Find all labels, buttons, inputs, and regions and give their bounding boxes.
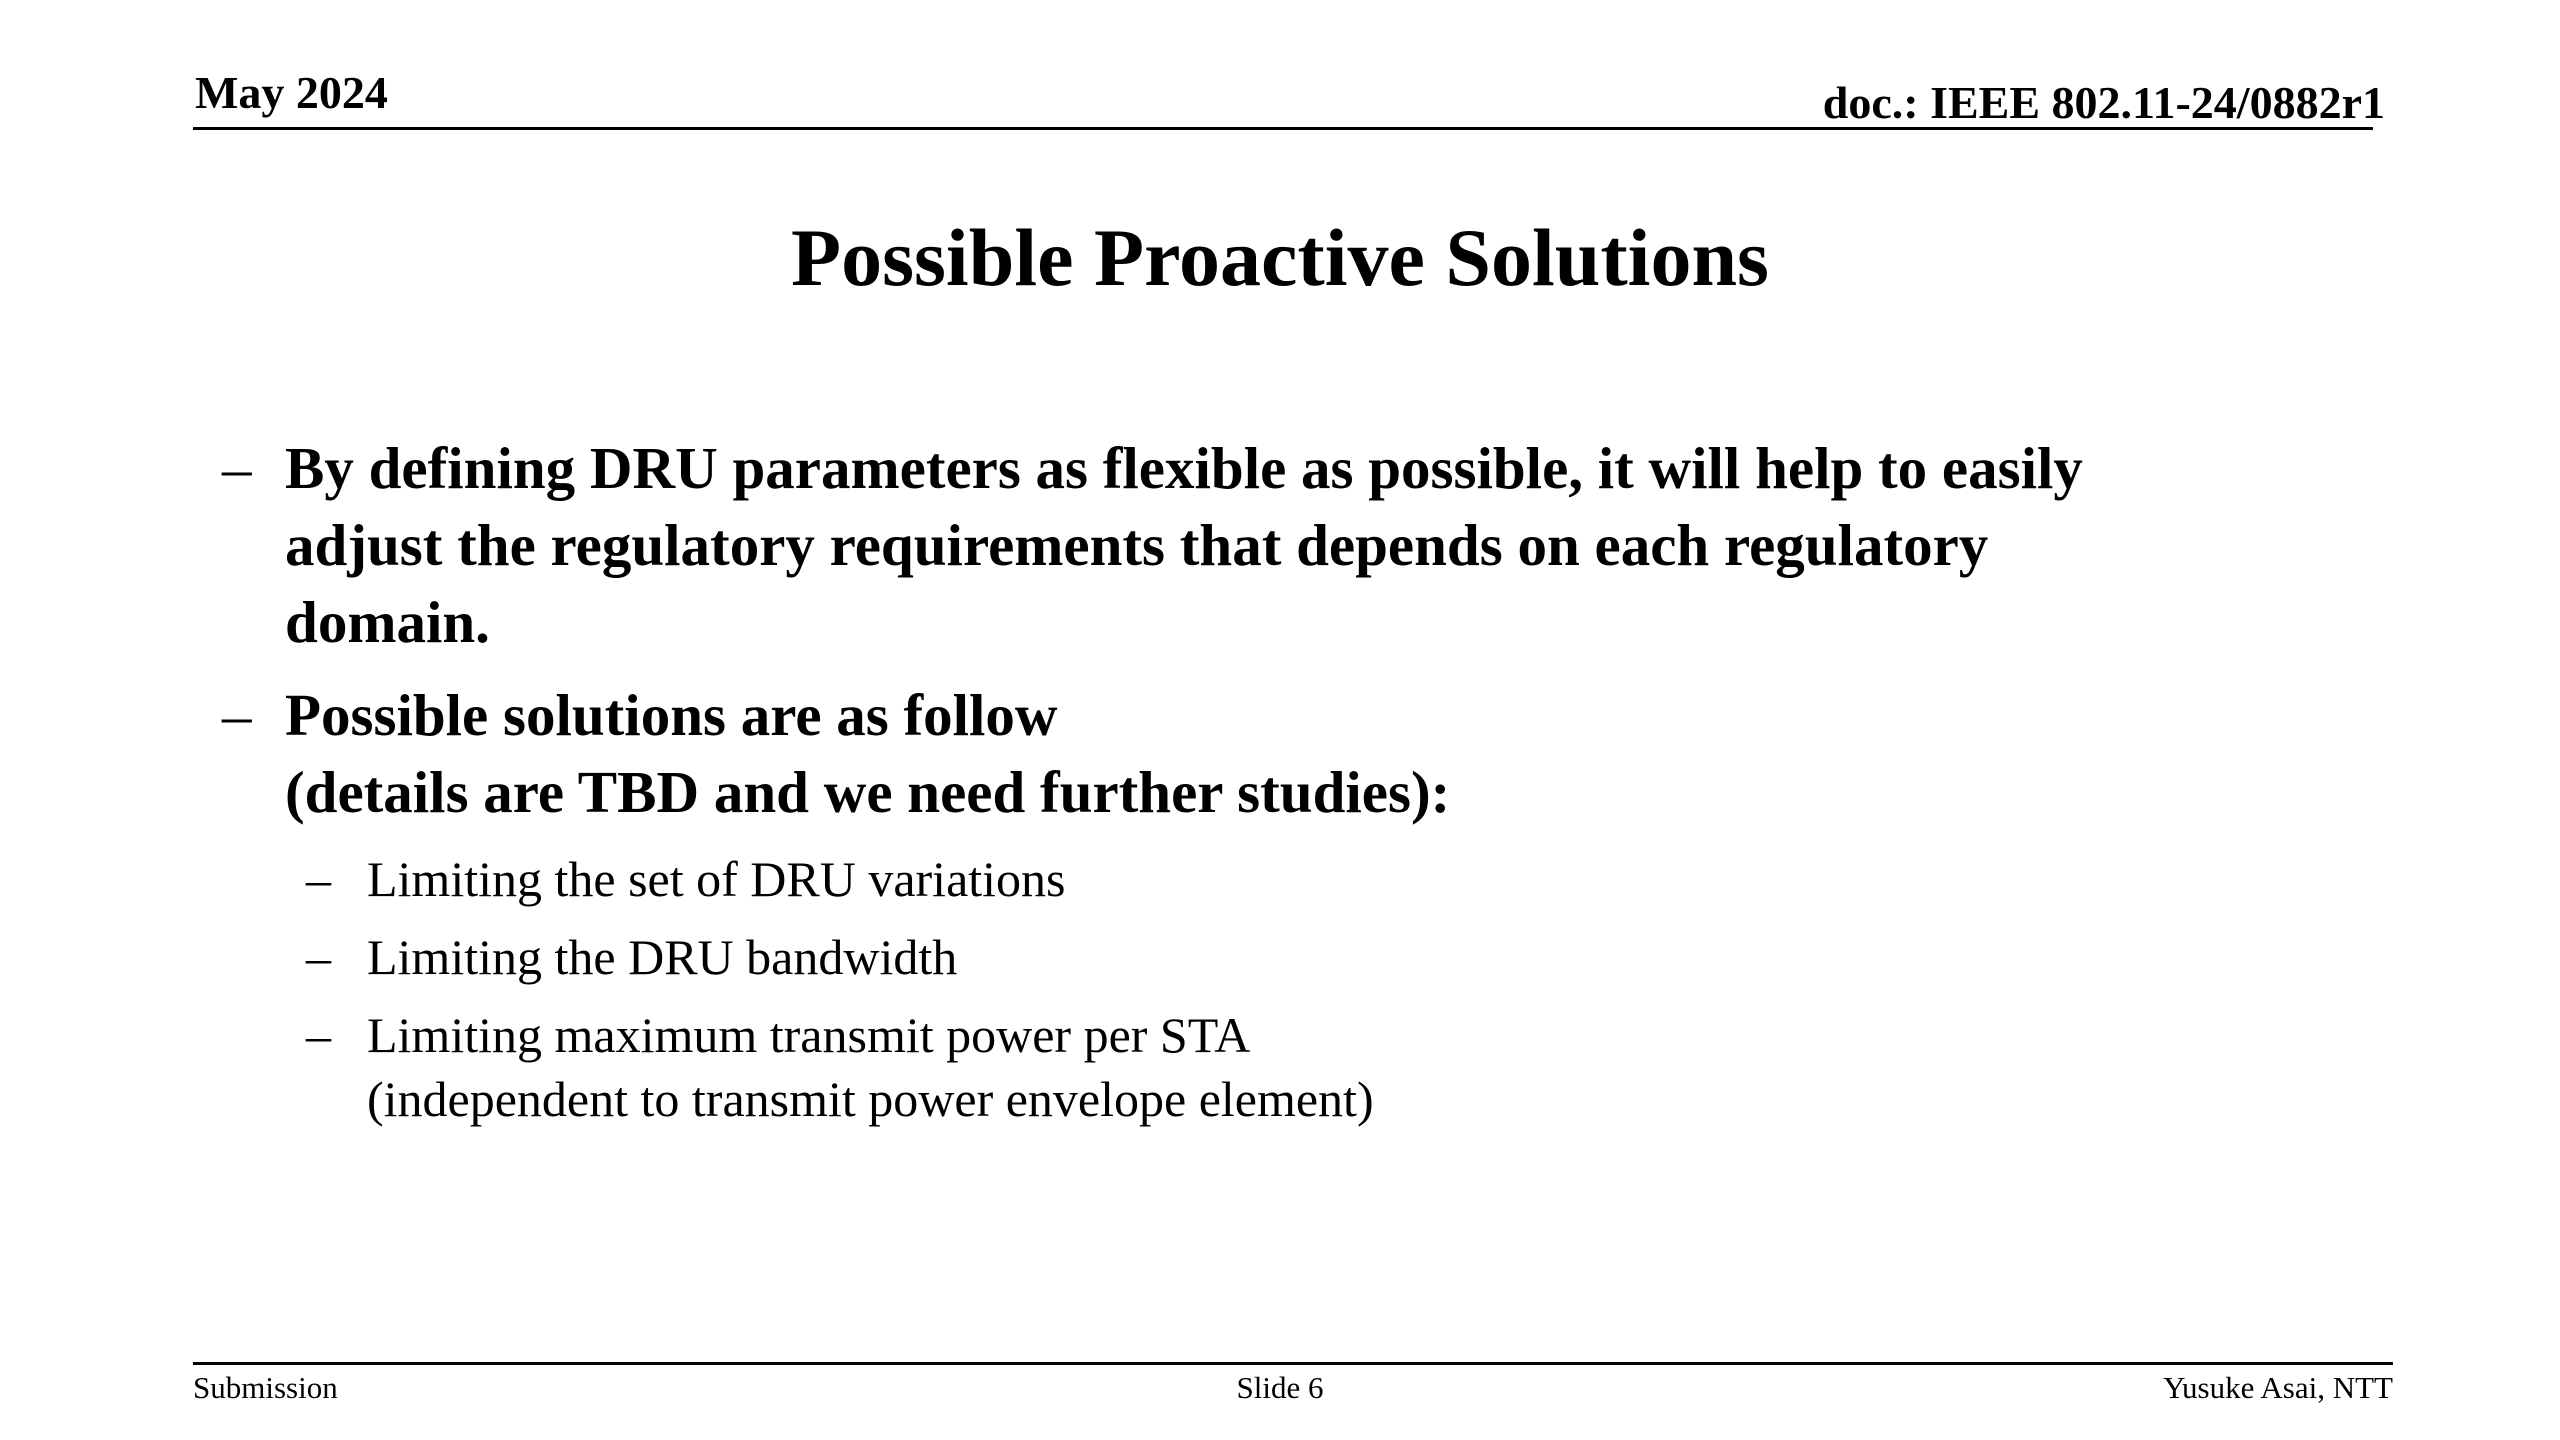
sub-bullet-line: Limiting maximum transmit power per STA <box>367 1007 1251 1063</box>
sub-bullet-line: Limiting the set of DRU variations <box>367 851 1066 907</box>
sub-bullet-dash: – <box>306 1007 331 1063</box>
footer-divider <box>193 1362 2393 1365</box>
sub-bullet-item <box>222 847 2322 911</box>
header-doc-id: doc.: IEEE 802.11-24/0882r1 <box>1822 77 2385 128</box>
bullet-line: domain. <box>285 589 490 655</box>
bullet-line: adjust the regulatory requirements that depends on each regulatory <box>285 512 1989 578</box>
sub-bullet-dash: – <box>306 851 331 907</box>
sub-bullet-line: Limiting the DRU bandwidth <box>367 929 958 985</box>
slide-body <box>222 430 2322 1145</box>
bullet-item <box>222 677 2322 831</box>
slide-title: Possible Proactive Solutions <box>791 212 1769 303</box>
bullet-line: (details are TBD and we need further studies): <box>285 759 1451 825</box>
sub-bullet-dash: – <box>306 929 331 985</box>
header-divider <box>193 127 2373 130</box>
footer-submission: Submission <box>193 1370 338 1405</box>
bullet-dash: – <box>222 682 252 748</box>
bullet-line: Possible solutions are as follow <box>285 682 1058 748</box>
header-date: May 2024 <box>195 67 388 118</box>
footer-slide-number: Slide 6 <box>1236 1370 1324 1405</box>
sub-bullet-item <box>222 1003 2322 1131</box>
sub-bullet-line: (independent to transmit power envelope element) <box>367 1071 1374 1127</box>
sub-bullet-item <box>222 925 2322 989</box>
footer-author: Yusuke Asai, NTT <box>2163 1370 2393 1405</box>
bullet-dash: – <box>222 435 252 501</box>
bullet-line: By defining DRU parameters as flexible as possible, it will help to easily <box>285 435 2083 501</box>
bullet-item <box>222 430 2322 661</box>
